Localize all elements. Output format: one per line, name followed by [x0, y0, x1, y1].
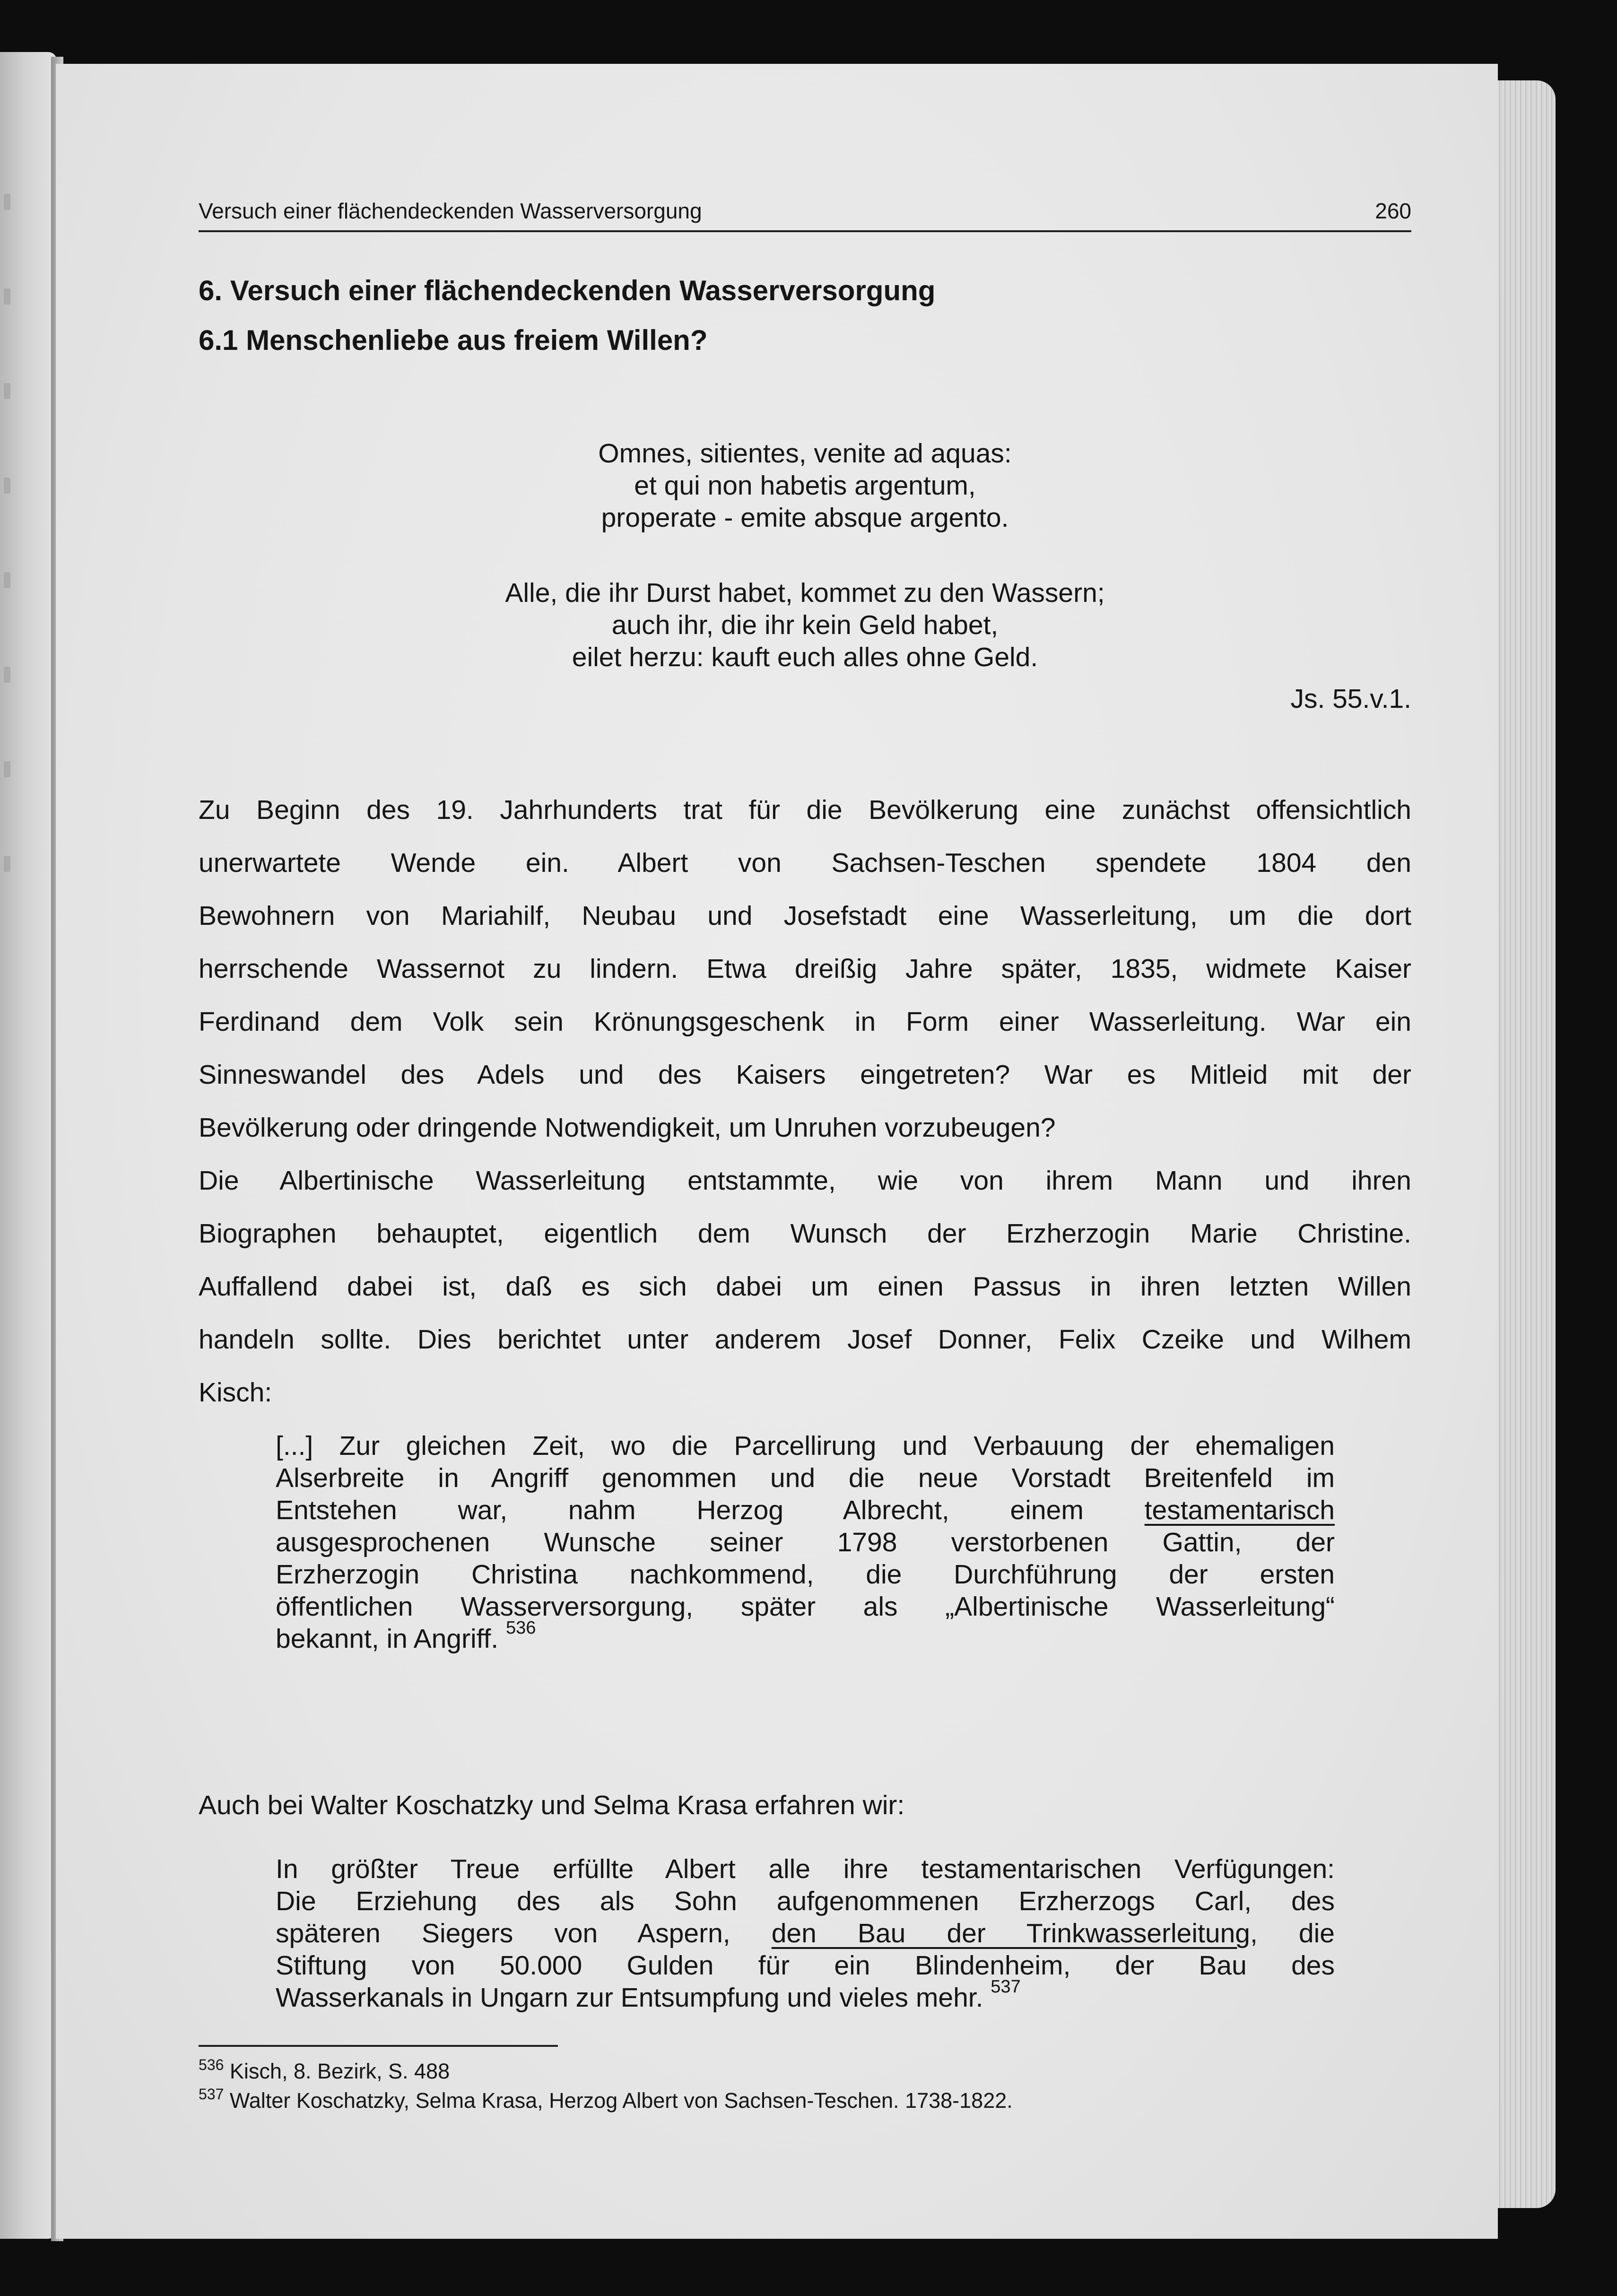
quote-text: Wasserkanals in Ungarn zur Entsumpfung und vieles mehr.	[276, 1983, 983, 2013]
text-line: Bevölkerung oder dringende Notwendigkeit, um Unruhen vorzubeugen?	[199, 1113, 1056, 1143]
chapter-heading: 6. Versuch einer flächendeckenden Wasserversorgung	[199, 275, 936, 306]
quote-line	[276, 1918, 1335, 1950]
quote-line: Die Erziehung des als Sohn aufgenommenen Erzherzogs Carl, des	[276, 1886, 1335, 1916]
epigraph-citation: Js. 55.v.1.	[1290, 684, 1411, 714]
footnote-ref: 537	[991, 1977, 1021, 1997]
text-line: Biographen behauptet, eigentlich dem Wunsch der Erzherzogin Marie Christine.	[199, 1218, 1411, 1249]
underlined-text: testamentarisch	[1144, 1495, 1335, 1525]
quote-text: Entstehen war, nahm Herzog Albrecht, einem	[276, 1495, 1084, 1525]
quote-line: Stiftung von 50.000 Gulden für ein Blindenheim, der Bau des	[276, 1950, 1335, 1981]
text-line: Kisch:	[199, 1377, 272, 1408]
epigraph-line: eilet herzu: kauft euch alles ohne Geld.	[572, 642, 1038, 672]
block-quote-kisch	[276, 1430, 1335, 1655]
page-number: 260	[1375, 199, 1411, 223]
facing-page-edge	[0, 52, 57, 2239]
quote-text: , die	[1250, 1918, 1335, 1948]
quote-line: Alserbreite in Angriff genommen und die neue Vorstadt Breitenfeld im	[276, 1463, 1335, 1493]
epigraph-line: Omnes, sitientes, venite ad aquas:	[598, 438, 1012, 469]
body-paragraph-3: Auch bei Walter Koschatzky und Selma Krasa erfahren wir:	[199, 1790, 905, 1820]
text-line: Bewohnern von Mariahilf, Neubau und Josefstadt eine Wasserleitung, um die dort	[199, 901, 1411, 931]
footnote-text: Kisch, 8. Bezirk, S. 488	[229, 2059, 450, 2083]
quote-text: bekannt, in Angriff.	[276, 1624, 499, 1654]
footnote-number: 536	[199, 2056, 224, 2073]
footnote-ref: 536	[505, 1618, 536, 1638]
quote-line	[276, 1977, 1335, 2014]
block-quote-koschatzky	[276, 1853, 1335, 2014]
text-line: unerwartete Wende ein. Albert von Sachsen-Teschen spendete 1804 den	[199, 848, 1411, 878]
quote-line: [...] Zur gleichen Zeit, wo die Parcellirung und Verbauung der ehemaligen	[276, 1431, 1335, 1461]
text-line: Die Albertinische Wasserleitung entstammte, wie von ihrem Mann und ihren	[199, 1165, 1411, 1196]
quote-line: ausgesprochenen Wunsche seiner 1798 verstorbenen Gattin, der	[276, 1527, 1335, 1557]
quote-text: späteren Siegers von Aspern,	[276, 1918, 730, 1948]
epigraph-line: et qui non habetis argentum,	[634, 470, 976, 501]
running-title: Versuch einer flächendeckenden Wasserversorgung	[199, 199, 702, 223]
footnote-number: 537	[199, 2086, 224, 2103]
epigraph-line: properate - emite absque argento.	[601, 503, 1009, 533]
epigraph-line: auch ihr, die ihr kein Geld habet,	[611, 610, 999, 640]
quote-line: öffentlichen Wasserversorgung, später als „Albertinische Wasserleitung“	[276, 1592, 1335, 1622]
body-paragraph-1	[199, 794, 1411, 1430]
text-line: Auffallend dabei ist, daß es sich dabei um einen Passus in ihren letzten Willen	[199, 1271, 1411, 1302]
footnote	[199, 2086, 1013, 2115]
section-heading: 6.1 Menschenliebe aus freiem Willen?	[199, 324, 708, 356]
text-line: Zu Beginn des 19. Jahrhunderts trat für die Bevölkerung eine zunächst offensichtlich	[199, 795, 1411, 825]
book-page	[56, 64, 1498, 2239]
text-line: herrschende Wassernot zu lindern. Etwa dreißig Jahre später, 1835, widmete Kaiser	[199, 954, 1411, 984]
text-line: Ferdinand dem Volk sein Krönungsgeschenk in Form einer Wasserleitung. War ein	[199, 1007, 1411, 1037]
quote-text-group	[772, 1918, 1335, 1948]
running-header	[199, 188, 1411, 232]
footnote	[199, 2057, 1013, 2086]
text-line: handeln sollte. Dies berichtet unter anderem Josef Donner, Felix Czeike und Wilhem	[199, 1324, 1411, 1355]
epigraph-latin	[199, 437, 1411, 534]
quote-line: In größter Treue erfüllte Albert alle ihre testamentarischen Verfügungen:	[276, 1854, 1335, 1884]
quote-line: Erzherzogin Christina nachkommend, die Durchführung der ersten	[276, 1559, 1335, 1590]
footnote-text: Walter Koschatzky, Selma Krasa, Herzog Albert von Sachsen-Teschen. 1738-1822.	[229, 2088, 1013, 2113]
epigraph-german	[199, 577, 1411, 673]
quote-line	[276, 1495, 1335, 1527]
footnotes	[199, 2057, 1013, 2115]
underlined-text: den Bau der Trinkwasserleitung	[771, 1918, 1250, 1948]
epigraph-line: Alle, die ihr Durst habet, kommet zu den Wassern;	[505, 578, 1105, 608]
text-line: Sinneswandel des Adels und des Kaisers eingetreten? War es Mitleid mit der	[199, 1060, 1411, 1090]
footnote-separator	[199, 2045, 558, 2047]
quote-line	[276, 1618, 1335, 1655]
